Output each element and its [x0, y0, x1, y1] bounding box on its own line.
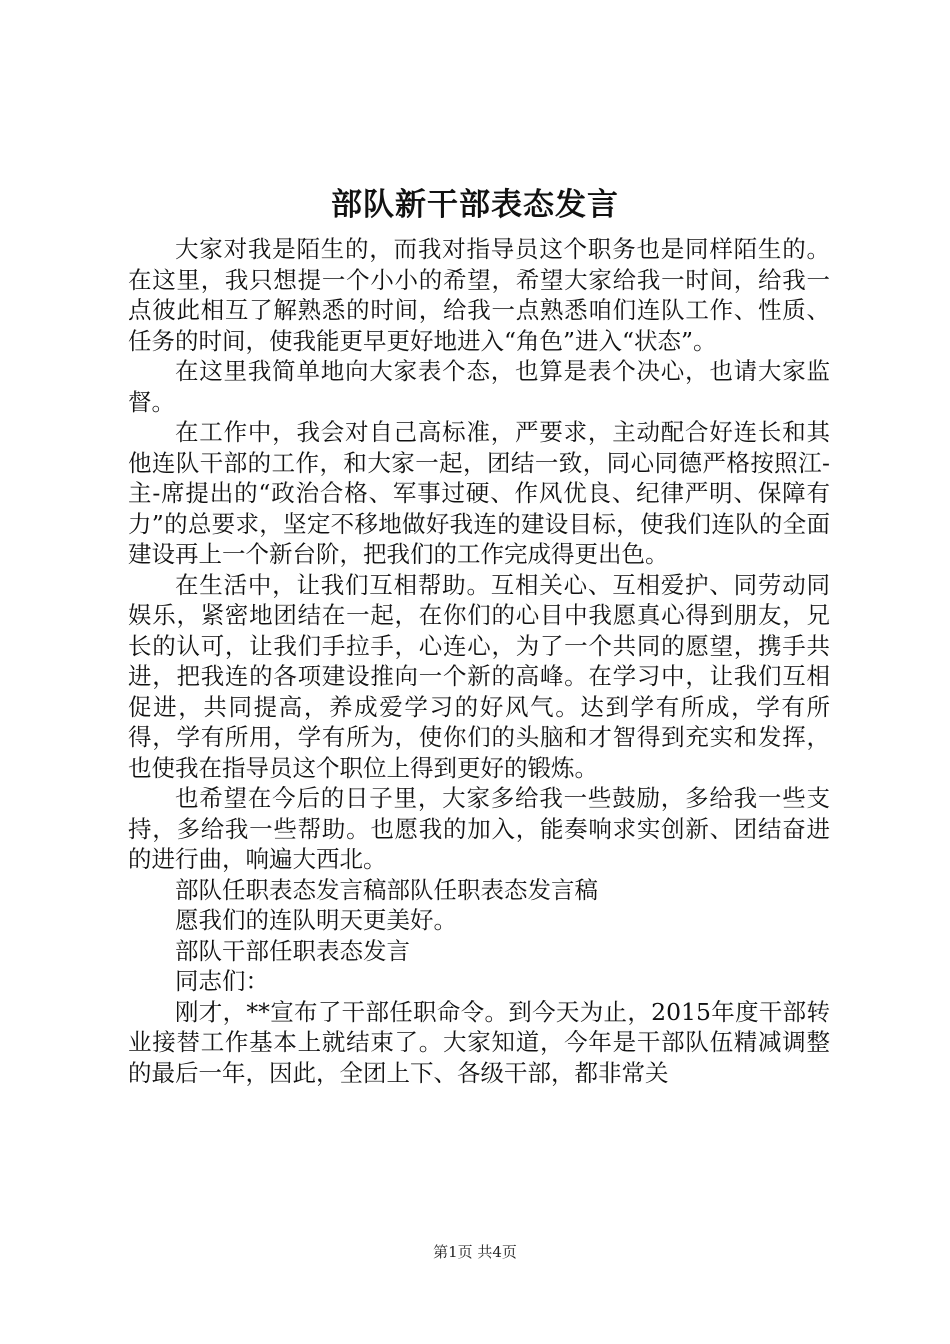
paragraph: 同志们： [175, 967, 269, 995]
paragraph: 在生活中，让我们互相帮助。互相关心、互相爱护、同劳动同娱乐，紧密地团结在一起，在你们的心目中我愿真心得到朋友，兄长的认可，让我们手拉手，心连心，为了一个共同的愿望，携手共进，把我连的各项建设推向一个新的高峰。在学习中，让我们互相促进，共同提高，养成爱学习的好风气。达到学有所成，学有所得，学有所用，学有所为，使你们的头脑和才智得到充实和发挥，也使我在指导员这个职位上得到更好的锻炼。 [128, 570, 830, 782]
paragraph: 愿我们的连队明天更美好。 [175, 906, 457, 934]
paragraph: 在这里我简单地向大家表个态，也算是表个决心，也请大家监督。 [128, 357, 830, 416]
paragraph: 大家对我是陌生的，而我对指导员这个职务也是同样陌生的。在这里，我只想提一个小小的希望，希望大家给我一时间，给我一点彼此相互了解熟悉的时间，给我一点熟悉咱们连队工作、性质、任务的时间，使我能更早更好地进入“角色”进入“状态”。 [128, 235, 830, 355]
paragraph: 部队干部任职表态发言 [175, 936, 410, 965]
paragraph: 部队任职表态发言稿部队任职表态发言稿 [175, 875, 598, 904]
paragraph: 刚才，**宣布了干部任职命令。到今天为止，2015年度干部转业接替工作基本上就结束了。大家知道，今年是干部队伍精减调整的最后一年，因此，全团上下、各级干部，都非常关 [128, 997, 830, 1087]
document-title: 部队新干部表态发言 [331, 187, 619, 223]
document-body [128, 234, 830, 1088]
paragraph: 也希望在今后的日子里，大家多给我一些鼓励，多给我一些支持，多给我一些帮助。也愿我的加入，能奏响求实创新、团结奋进的进行曲，响遍大西北。 [128, 784, 830, 873]
page-number-footer: 第1页 共4页 [433, 1243, 517, 1261]
paragraph: 在工作中，我会对自己高标准，严要求，主动配合好连长和其他连队干部的工作，和大家一起，团结一致，同心同德严格按照江-主-席提出的“政治合格、军事过硬、作风优良、纪律严明、保障有力”的总要求，坚定不移地做好我连的建设目标，使我们连队的全面建设再上一个新台阶，把我们的工作完成得更出色。 [128, 418, 830, 568]
